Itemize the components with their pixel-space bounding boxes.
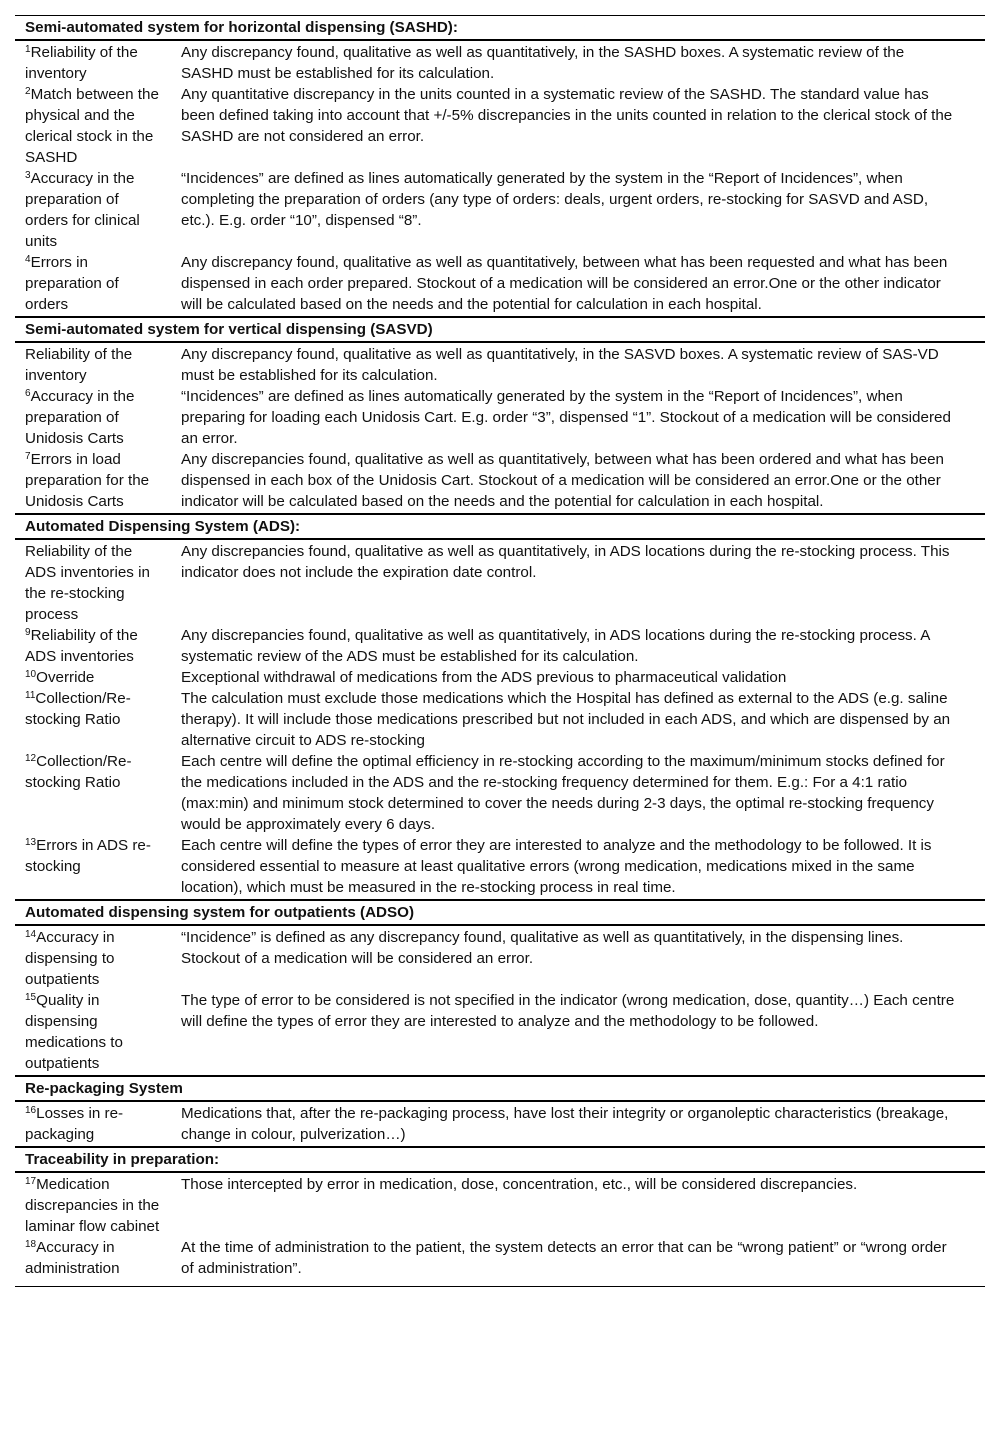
indicator-name: [15, 990, 171, 1076]
indicator-name: [15, 1101, 171, 1147]
table-row: [15, 168, 985, 252]
footnote-marker: 4: [25, 254, 31, 265]
indicator-name-text: Accuracy in dispensing to outpatients: [25, 929, 115, 988]
section-title: Traceability in preparation:: [15, 1147, 985, 1172]
indicator-name-text: Reliability of the inventory: [25, 44, 138, 82]
indicator-name-text: Reliability of the ADS inventories in the re-stocking process: [25, 543, 150, 623]
indicator-name: [15, 168, 171, 252]
indicator-description: “Incidence” is defined as any discrepancy found, qualitative as well as quantitatively, in the dispensing lines. Stockout of a medication will be considered an error.: [181, 929, 904, 967]
indicator-name-text: Errors in load preparation for the Unidosis Carts: [25, 451, 150, 510]
indicator-name-text: Errors in ADS re-stocking: [25, 837, 151, 875]
indicator-name: [15, 342, 171, 386]
table-row: [15, 252, 985, 317]
section-header-ads: [15, 514, 985, 539]
indicator-description: Any discrepancies found, qualitative as well as quantitatively, in ADS locations during the re-stocking process. A systematic review of the ADS must be established for its calculation.: [181, 627, 930, 665]
table-row: [15, 386, 985, 449]
table-row: [15, 1172, 985, 1237]
section-title: Automated dispensing system for outpatients (ADSO): [15, 900, 985, 925]
table-row: [15, 449, 985, 514]
indicator-description: Those intercepted by error in medication, dose, concentration, etc., will be considered discrepancies.: [181, 1176, 858, 1193]
section-header-repackaging: [15, 1076, 985, 1101]
section-title: Re-packaging System: [15, 1076, 985, 1101]
table-row: [15, 667, 985, 688]
section-header-traceability: [15, 1147, 985, 1172]
section-header-sasvd: [15, 317, 985, 342]
indicator-name-text: Quality in dispensing medications to outpatients: [25, 992, 123, 1072]
footnote-marker: 16: [25, 1105, 37, 1116]
section-header-sashd: [15, 16, 985, 41]
indicator-description: The type of error to be considered is not specified in the indicator (wrong medication, dose, quantity…) Each centre will define the types of error they are interested to analyze and the methodology to be followed.: [181, 992, 955, 1030]
indicator-name-text: Errors in preparation of orders: [25, 254, 119, 313]
indicators-table-body: [15, 16, 985, 1287]
indicator-name-text: Override: [36, 669, 95, 686]
footnote-marker: 7: [25, 451, 31, 462]
indicator-name-text: Reliability of the ADS inventories: [25, 627, 138, 665]
indicator-name: [15, 1237, 171, 1287]
indicator-description: Any discrepancy found, qualitative as well as quantitatively, in the SASVD boxes. A systematic review of SAS-VD must be established for its calculation.: [181, 346, 939, 384]
indicator-name-text: Collection/Re-stocking Ratio: [25, 690, 131, 728]
indicator-name: [15, 84, 171, 168]
footnote-marker: 11: [25, 690, 36, 701]
indicator-name: [15, 751, 171, 835]
footnote-marker: 3: [25, 170, 31, 181]
indicator-description: Any discrepancy found, qualitative as well as quantitatively, in the SASHD boxes. A systematic review of the SASHD must be established for its calculation.: [181, 44, 905, 82]
indicator-description: “Incidences” are defined as lines automatically generated by the system in the “Report of Incidences”, when completing the preparation of orders (any type of orders: deals, urgent orders, re-stocking for SASVD and ASD, etc.). E.g. order “10”, dispensed “8”.: [181, 170, 929, 229]
footnote-marker: 13: [25, 837, 37, 848]
footnote-marker: 2: [25, 86, 31, 97]
indicator-name: [15, 1172, 171, 1237]
indicator-name-text: Match between the physical and the clerical stock in the SASHD: [25, 86, 159, 166]
table-row: [15, 990, 985, 1076]
section-title: Semi-automated system for vertical dispensing (SASVD): [15, 317, 985, 342]
indicator-description: Any quantitative discrepancy in the units counted in a systematic review of the SASHD. The standard value has been defined taking into account that +/-5% discrepancies in the units counted in relation to the clerical stock of the SASHD are not considered an error.: [181, 86, 953, 145]
indicator-description: Exceptional withdrawal of medications from the ADS previous to pharmaceutical validation: [181, 669, 787, 686]
footnote-marker: 1: [25, 44, 31, 55]
indicator-description: The calculation must exclude those medications which the Hospital has defined as external to the ADS (e.g. saline therapy). It will include those medications prescribed but not included in each ADS, and which are dispensed by an alternative circuit to ADS re-stocking: [181, 690, 951, 749]
indicator-name: [15, 835, 171, 900]
indicators-table-container: [15, 15, 985, 1287]
indicator-name-text: Accuracy in administration: [25, 1239, 120, 1277]
table-row: [15, 835, 985, 900]
footnote-marker: 9: [25, 627, 31, 638]
indicator-name-text: Reliability of the inventory: [25, 346, 133, 384]
table-row: [15, 342, 985, 386]
indicators-table: [15, 15, 985, 1287]
footnote-marker: 15: [25, 992, 37, 1003]
table-row: [15, 1237, 985, 1287]
table-row: [15, 84, 985, 168]
table-row: [15, 751, 985, 835]
indicator-description: At the time of administration to the patient, the system detects an error that can be “wrong patient” or “wrong order of administration”.: [171, 1237, 985, 1287]
indicator-name: [15, 40, 171, 84]
indicator-name-text: Accuracy in the preparation of Unidosis Carts: [25, 388, 135, 447]
indicator-name: [15, 252, 171, 317]
table-row: [15, 40, 985, 84]
footnote-marker: 18: [25, 1239, 37, 1250]
table-row: [15, 925, 985, 990]
indicator-name-text: Medication discrepancies in the laminar flow cabinet: [25, 1176, 160, 1235]
table-row: [15, 539, 985, 625]
indicator-description: Each centre will define the types of error they are interested to analyze and the methodology to be followed. It is considered essential to measure at least qualitative errors (wrong medication, medications mixed in the same location), which must be measured in the re-stocking process in real time.: [181, 837, 932, 896]
table-row: [15, 688, 985, 751]
indicator-name: [15, 925, 171, 990]
indicator-description: Any discrepancies found, qualitative as well as quantitatively, between what has been ordered and what has been dispensed in each box of the Unidosis Cart. Stockout of a medication will be considered an error.One or the other indicator will be calculated based on the needs and the potential for calculation in each hospital.: [181, 451, 944, 510]
indicator-description: “Incidences” are defined as lines automatically generated by the system in the “Report of Incidences”, when preparing for loading each Unidosis Cart. E.g. order “3”, dispensed “1”. Stockout of a medication will be considered an error.: [181, 388, 951, 447]
indicator-name: [15, 539, 171, 625]
indicator-name: [15, 688, 171, 751]
indicator-name-text: Losses in re-packaging: [25, 1105, 124, 1143]
indicator-name: [15, 386, 171, 449]
footnote-marker: 17: [25, 1176, 37, 1187]
indicator-description: Any discrepancy found, qualitative as well as quantitatively, between what has been requested and what has been dispensed in each order prepared. Stockout of a medication will be considered an error.One or the other indicator will be calculated based on the needs and the potential for calculation in each hospital.: [181, 254, 948, 313]
table-row: [15, 1101, 985, 1147]
table-row: [15, 625, 985, 667]
indicator-description: Each centre will define the optimal efficiency in re-stocking according to the maximum/minimum stocks defined for the medications included in the ADS and the re-stocking frequency determined for them. E.g.: For a 4:1 ratio (max:min) and minimum stock determined to cover the needs during 2-3 days, the optimal re-stocking frequency would be approximately every 6 days.: [181, 753, 945, 833]
section-title: Automated Dispensing System (ADS):: [15, 514, 985, 539]
indicator-name: [15, 449, 171, 514]
indicator-description: Any discrepancies found, qualitative as well as quantitatively, in ADS locations during the re-stocking process. This indicator does not include the expiration date control.: [181, 543, 950, 581]
footnote-marker: 6: [25, 388, 31, 399]
footnote-marker: 12: [25, 753, 37, 764]
indicator-name-text: Accuracy in the preparation of orders for clinical units: [25, 170, 140, 250]
footnote-marker: 14: [25, 929, 37, 940]
section-title: Semi-automated system for horizontal dispensing (SASHD):: [15, 16, 985, 41]
indicator-name-text: Collection/Re-stocking Ratio: [25, 753, 132, 791]
section-header-adso: [15, 900, 985, 925]
indicator-description: Medications that, after the re-packaging process, have lost their integrity or organoleptic characteristics (breakage, change in colour, pulverization…): [181, 1105, 949, 1143]
indicator-name: [15, 667, 171, 688]
indicator-name: [15, 625, 171, 667]
footnote-marker: 10: [25, 669, 37, 680]
